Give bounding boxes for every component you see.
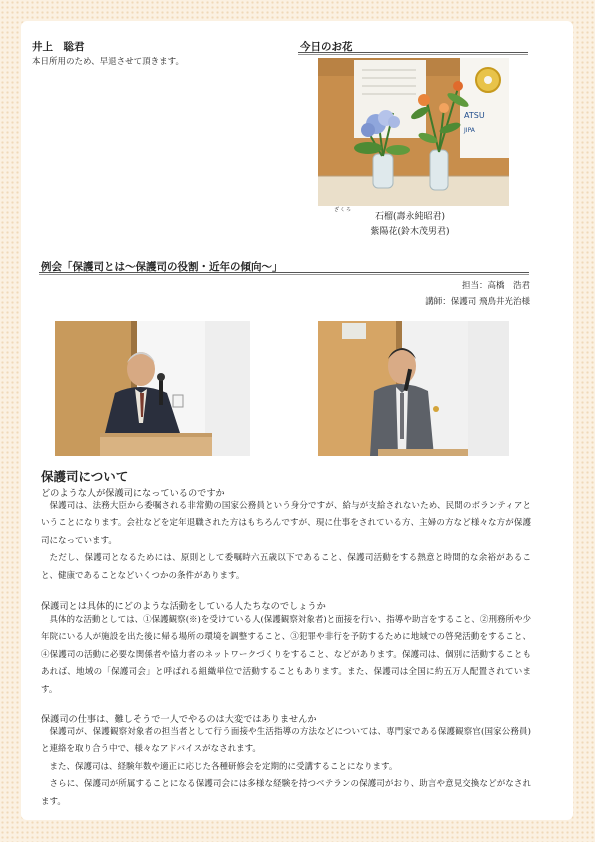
sign-letter: P xyxy=(467,127,471,134)
member-name: 井上 聡君 xyxy=(32,41,85,53)
sign-letter: A xyxy=(464,111,469,120)
article-heading: 保護司について xyxy=(41,469,129,484)
speaker-photo-left xyxy=(55,321,250,456)
section-3-body xyxy=(41,724,531,811)
flower-caption-2 xyxy=(330,225,490,240)
paragraph: 具体的な活動としては、①保護観察(※)を受けている人(保護観察対象者)と面接を行い、指導や助言をすること、②刑務所や少年院にいる人が施設を出た後に帰る場所の環境を調整すること、③犯罪や非行を予防するために地域での啓発活動をすること、④保護司の活動に必要な関係者や協力者のネットワークづくりをすること、などがあります。保護司は、個別に活動することもあれば、地域の「保護司会」と呼ばれる組織単位で活動することもあります。また、保護司は全国に約五万人配置されています。 xyxy=(41,615,531,695)
section-2-body xyxy=(41,612,531,699)
sign-letter: A xyxy=(470,127,475,134)
svg-text:ATSU xyxy=(464,111,485,120)
speaker-credit: 講師：保護司 飛鳥井光治様 xyxy=(425,297,530,307)
person-in-charge: 担当：高橋 浩君 xyxy=(461,281,530,291)
flower-caption-1 xyxy=(330,207,490,225)
flower-caption-1-text: 石榴(壽永純昭君) xyxy=(374,212,446,222)
question-3: 保護司の仕事は、難しそうで一人でやるのは大変ではありませんか xyxy=(41,714,317,725)
question-2: 保護司とは具体的にどのような活動をしている人たちなのでしょうか xyxy=(41,601,326,612)
paragraph: さらに、保護司が所属することになる保護司会には多様な経験を持つベテランの保護司がおり、助言や意見交換などがなされます。 xyxy=(41,779,531,807)
paragraph: ただし、保護司となるためには、原則として委嘱時六五歳以下であること、保護司活動をする熱意と時間的な余裕があること、健康であることなどいくつかの条件があります。 xyxy=(41,553,531,581)
sign-letter: S xyxy=(473,111,479,120)
flower-caption-1-ruby: ざくろ xyxy=(334,207,353,213)
meeting-title: 例会「保護司とは〜保護司の役割・近年の傾向〜」 xyxy=(41,261,283,273)
speaker-photo-right xyxy=(318,321,509,456)
flower-photo xyxy=(318,58,509,206)
section-1-body xyxy=(41,498,531,585)
flower-captions xyxy=(330,207,490,240)
sign-letter: T xyxy=(468,111,474,120)
paragraph: また、保護司は、経験年数や適正に応じた各種研修会を定期的に受講することになります。 xyxy=(49,761,398,772)
paragraph: 保護司は、法務大臣から委嘱される非常勤の国家公務員という身分ですが、給与が支給されないため、民間のボランティアということになります。会社などを定年退職された方はもちろんですが、現に仕事をされている方、主婦の方など様々な方が保護司になっています。 xyxy=(41,501,531,546)
flowers-rule xyxy=(298,52,528,55)
paragraph: 保護司が、保護観察対象者の担当者として行う面接や生活指導の方法などについては、専門家である保護観察官(国家公務員)と連絡を取り合う中で、様々なアドバイスがなされます。 xyxy=(41,727,531,755)
sign-letter: J xyxy=(464,127,466,134)
flowers-title: 今日のお花 xyxy=(300,41,353,53)
meeting-rule xyxy=(39,272,529,275)
sign-letter: I xyxy=(465,127,468,134)
flower-caption-2-text: 紫陽花(鈴木茂男君) xyxy=(370,227,450,237)
svg-text:JIPA xyxy=(463,127,476,134)
sign-letter: U xyxy=(478,111,485,120)
member-message: 本日所用のため、早退させて頂きます。 xyxy=(32,57,184,67)
question-1: どのような人が保護司になっているのですか xyxy=(41,488,225,499)
